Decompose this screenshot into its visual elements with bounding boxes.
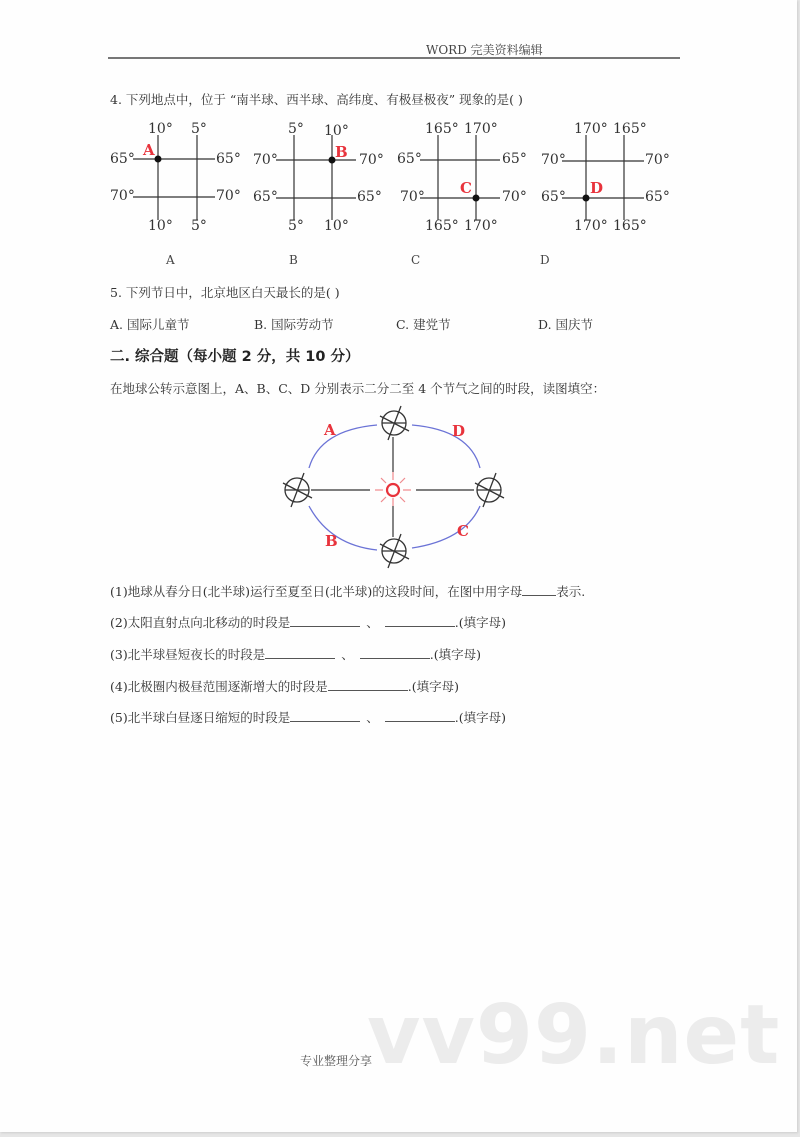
- svg-text:65°: 65°: [645, 189, 670, 205]
- item-5: (5)北半球白昼逐日缩短的时段是 、 .(填字母): [110, 710, 506, 725]
- answer-blank-3a[interactable]: [265, 646, 335, 659]
- svg-text:70°: 70°: [502, 189, 527, 205]
- option-c-label: C: [411, 253, 421, 267]
- svg-text:65°: 65°: [216, 151, 241, 167]
- item-2: (2)太阳直射点向北移动的时段是 、 .(填字母): [110, 615, 506, 630]
- item-1: (1)地球从春分日(北半球)运行至夏至日(北半球)的这段时间，在图中用字母 表示.: [110, 584, 586, 599]
- svg-text:D: D: [590, 179, 604, 197]
- sun-icon: [375, 472, 411, 506]
- option-b-label: B: [289, 253, 298, 267]
- watermark: vv99.net: [367, 988, 781, 1083]
- option-a-label: A: [166, 253, 175, 267]
- section-2-intro: 在地球公转示意图上，A、B、C、D 分别表示二分二至 4 个节气之间的时段，读图填空：: [110, 381, 606, 396]
- answer-blank-1[interactable]: [522, 583, 556, 596]
- svg-text:10°: 10°: [148, 121, 173, 137]
- svg-text:10°: 10°: [324, 218, 349, 234]
- svg-text:70°: 70°: [359, 152, 384, 168]
- svg-text:65°: 65°: [541, 189, 566, 205]
- svg-text:170°: 170°: [464, 121, 498, 137]
- svg-text:170°: 170°: [574, 121, 608, 137]
- orbit-label-b: B: [325, 532, 338, 550]
- svg-text:65°: 65°: [253, 189, 278, 205]
- svg-text:B: B: [335, 143, 348, 161]
- svg-text:65°: 65°: [357, 189, 382, 205]
- svg-text:65°: 65°: [397, 151, 422, 167]
- svg-text:165°: 165°: [425, 121, 459, 137]
- svg-text:C: C: [460, 179, 472, 197]
- svg-text:5°: 5°: [191, 218, 207, 234]
- svg-text:70°: 70°: [216, 188, 241, 204]
- section-2-title: 二. 综合题（每小题 2 分，共 10 分）: [110, 349, 360, 365]
- earth-left-icon: [283, 473, 312, 507]
- option-d-label: D: [540, 253, 550, 267]
- svg-text:5°: 5°: [288, 218, 304, 234]
- question-5-option-c: C. 建党节: [396, 317, 451, 332]
- answer-blank-2b[interactable]: [385, 614, 455, 627]
- svg-text:70°: 70°: [110, 188, 135, 204]
- svg-text:165°: 165°: [613, 218, 647, 234]
- svg-text:A: A: [143, 141, 155, 159]
- answer-blank-5a[interactable]: [290, 709, 360, 722]
- item-4: (4)北极圈内极昼范围逐渐增大的时段是 .(填字母): [110, 679, 459, 694]
- question-5-option-d: D. 国庆节: [538, 317, 594, 332]
- svg-text:10°: 10°: [324, 123, 349, 139]
- answer-blank-5b[interactable]: [385, 709, 455, 722]
- earth-bottom-icon: [380, 534, 409, 568]
- orbit-arc-b: [309, 506, 377, 550]
- svg-text:165°: 165°: [425, 218, 459, 234]
- answer-blank-4[interactable]: [328, 678, 408, 691]
- orbit-arc-d: [412, 425, 480, 468]
- question-5-option-a: A. 国际儿童节: [110, 317, 190, 332]
- svg-text:70°: 70°: [541, 152, 566, 168]
- orbit-label-c: C: [457, 522, 469, 540]
- svg-text:170°: 170°: [464, 218, 498, 234]
- orbit-label-a: A: [324, 421, 336, 439]
- question-5-option-b: B. 国际劳动节: [254, 317, 334, 332]
- svg-text:65°: 65°: [110, 151, 135, 167]
- svg-text:65°: 65°: [502, 151, 527, 167]
- earth-top-icon: [380, 406, 409, 440]
- svg-text:170°: 170°: [574, 218, 608, 234]
- svg-text:5°: 5°: [191, 121, 207, 137]
- question-4-stem: 4. 下列地点中，位于 “南半球、西半球、高纬度、有极昼极夜” 现象的是( ): [110, 92, 523, 107]
- svg-text:5°: 5°: [288, 121, 304, 137]
- answer-blank-2a[interactable]: [290, 614, 360, 627]
- answer-blank-3b[interactable]: [360, 646, 430, 659]
- item-3: (3)北半球昼短夜长的时段是 、 .(填字母): [110, 647, 481, 662]
- svg-text:70°: 70°: [400, 189, 425, 205]
- svg-text:10°: 10°: [148, 218, 173, 234]
- page-footer: 专业整理分享: [300, 1054, 373, 1068]
- svg-text:70°: 70°: [645, 152, 670, 168]
- svg-text:70°: 70°: [253, 152, 278, 168]
- question-5-stem: 5. 下列节日中，北京地区白天最长的是( ): [110, 285, 340, 300]
- orbit-arc-c: [412, 506, 480, 548]
- svg-text:165°: 165°: [613, 121, 647, 137]
- orbit-arc-a: [309, 425, 377, 468]
- earth-right-icon: [475, 473, 504, 507]
- orbit-label-d: D: [452, 422, 466, 440]
- page-header: WORD 完美资料编辑: [426, 43, 543, 57]
